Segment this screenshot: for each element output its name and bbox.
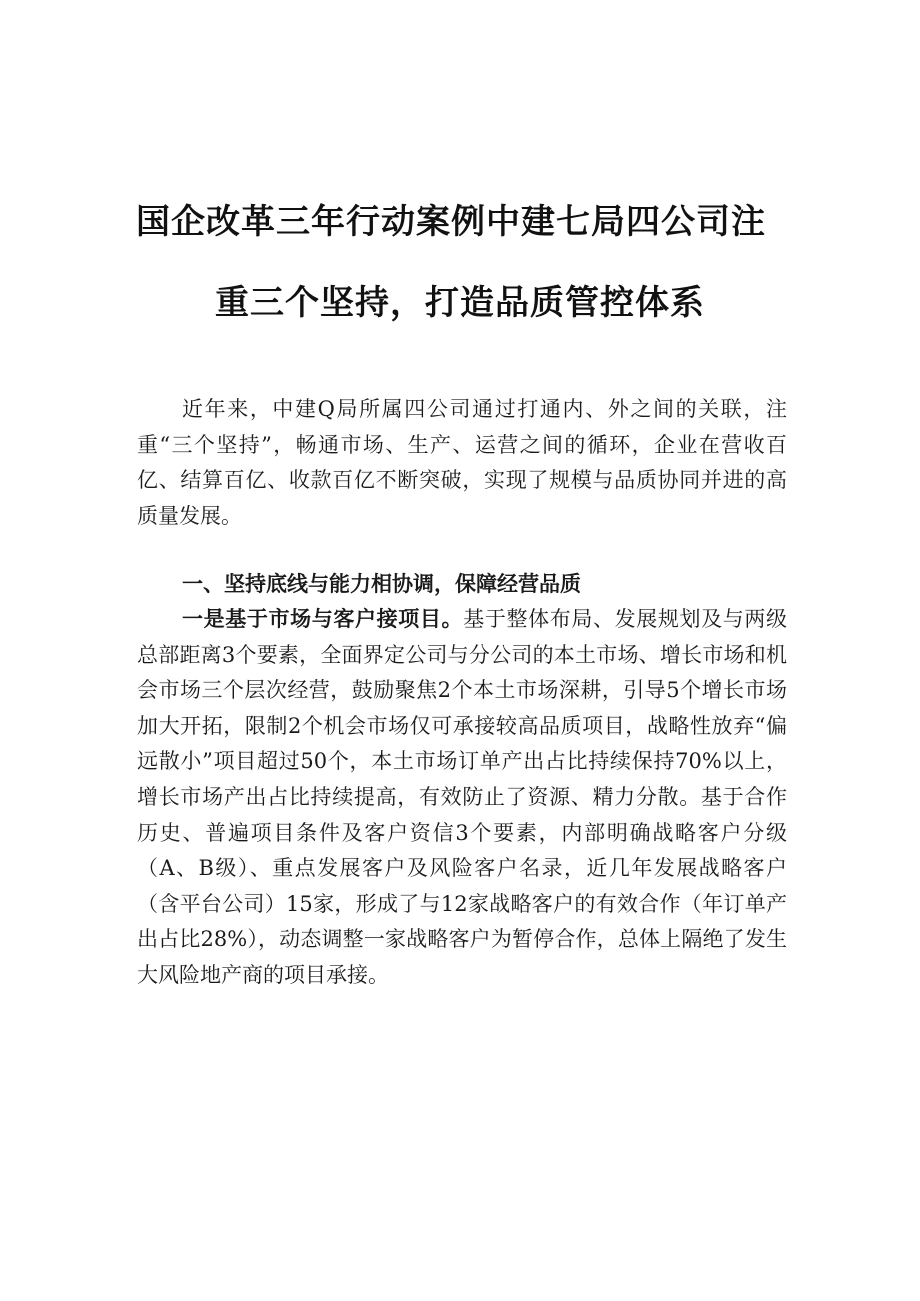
section-1-paragraph-1 (137, 602, 787, 994)
document-title-line-2: 重三个坚持，打造品质管控体系 (215, 283, 705, 323)
paragraph-body-text: 基于整体布局、发展规划及与两级总部距离3个要素，全面界定公司与分公司的本土市场、增长市场和机会市场三个层次经营，鼓励聚焦2个本土市场深耕，引导5个增长市场加大开拓，限制2个机会市场仅可承接较高品质项目，战略性放弃“偏远散小”项目超过50个，本土市场订单产出占比持续保持70%以上，增长市场产出占比持续提高，有效防止了资源、精力分散。基于合作历史、普遍项目条件及客户资信3个要素，内部明确战略客户分级（A、B级）、重点发展客户及风险客户名录，近几年发展战略客户（含平台公司）15家，形成了与12家战略客户的有效合作（年订单产出占比28%），动态调整一家战略客户为暂停合作，总体上隔绝了发生大风险地产商的项目承接。 (137, 607, 788, 987)
document-title-line-1: 国企改革三年行动案例中建七局四公司注 (136, 202, 766, 242)
intro-paragraph: 近年来，中建Q局所属四公司通过打通内、外之间的关联，注重“三个坚持”，畅通市场、生产、运营之间的循环，企业在营收百亿、结算百亿、收款百亿不断突破，实现了规模与品质协同并进的高质量发展。 (137, 397, 787, 528)
paragraph-lead-sentence: 一是基于市场与客户接项目。 (182, 607, 464, 631)
section-1-heading: 一、坚持底线与能力相协调，保障经营品质 (182, 572, 581, 596)
